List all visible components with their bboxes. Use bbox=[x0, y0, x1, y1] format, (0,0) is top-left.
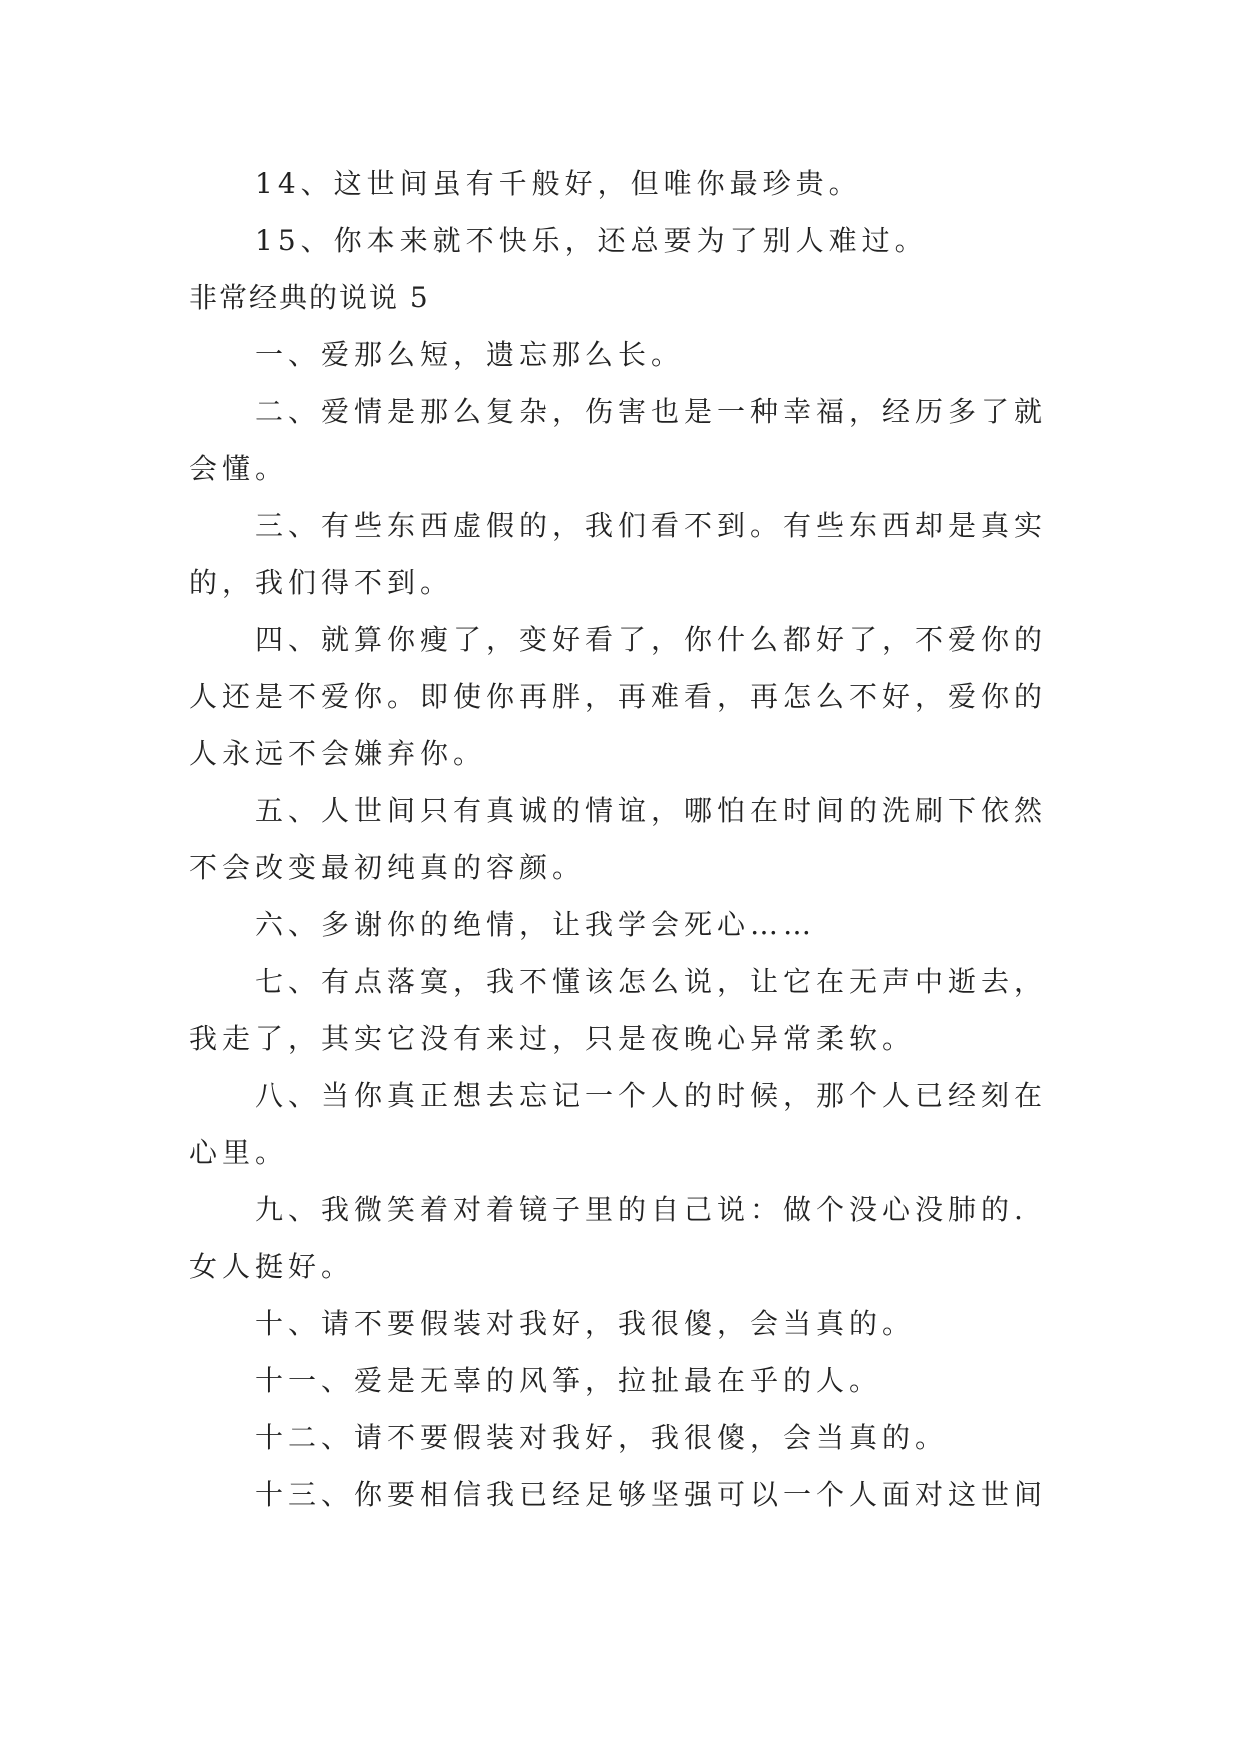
paragraph-7: 七、有点落寞，我不懂该怎么说，让它在无声中逝去，我走了，其实它没有来过，只是夜晚心异常柔软。 bbox=[189, 965, 1048, 1055]
paragraph-12: 十二、请不要假装对我好，我很傻，会当真的。 bbox=[255, 1421, 949, 1454]
paragraph-9: 九、我微笑着对着镜子里的自己说：做个没心没肺的.女人挺好。 bbox=[189, 1193, 1028, 1283]
paragraph-10: 十、请不要假装对我好，我很傻，会当真的。 bbox=[255, 1307, 916, 1340]
paragraph-15: 15、你本来就不快乐，还总要为了别人难过。 bbox=[255, 224, 928, 257]
paragraph-11: 十一、爱是无辜的风筝，拉扯最在乎的人。 bbox=[255, 1364, 883, 1397]
paragraph-3: 三、有些东西虚假的，我们看不到。有些东西却是真实的，我们得不到。 bbox=[189, 509, 1048, 599]
paragraph-4: 四、就算你瘦了，变好看了，你什么都好了，不爱你的人还是不爱你。即使你再胖，再难看，再怎么不好，爱你的人永远不会嫌弃你。 bbox=[189, 623, 1048, 770]
paragraph-14: 14、这世间虽有千般好，但唯你最珍贵。 bbox=[255, 167, 862, 200]
paragraph-2: 二、爱情是那么复杂，伤害也是一种幸福，经历多了就会懂。 bbox=[189, 395, 1048, 485]
paragraph-5: 五、人世间只有真诚的情谊，哪怕在时间的洗刷下依然不会改变最初纯真的容颜。 bbox=[189, 794, 1048, 884]
paragraph-1: 一、爱那么短，遗忘那么长。 bbox=[255, 338, 685, 371]
section-heading: 非常经典的说说 5 bbox=[189, 281, 430, 314]
paragraph-13: 十三、你要相信我已经足够坚强可以一个人面对这世间 bbox=[255, 1478, 1048, 1511]
document-body bbox=[189, 155, 1049, 1523]
paragraph-8: 八、当你真正想去忘记一个人的时候，那个人已经刻在心里。 bbox=[189, 1079, 1048, 1169]
paragraph-6: 六、多谢你的绝情，让我学会死心…… bbox=[255, 908, 817, 941]
